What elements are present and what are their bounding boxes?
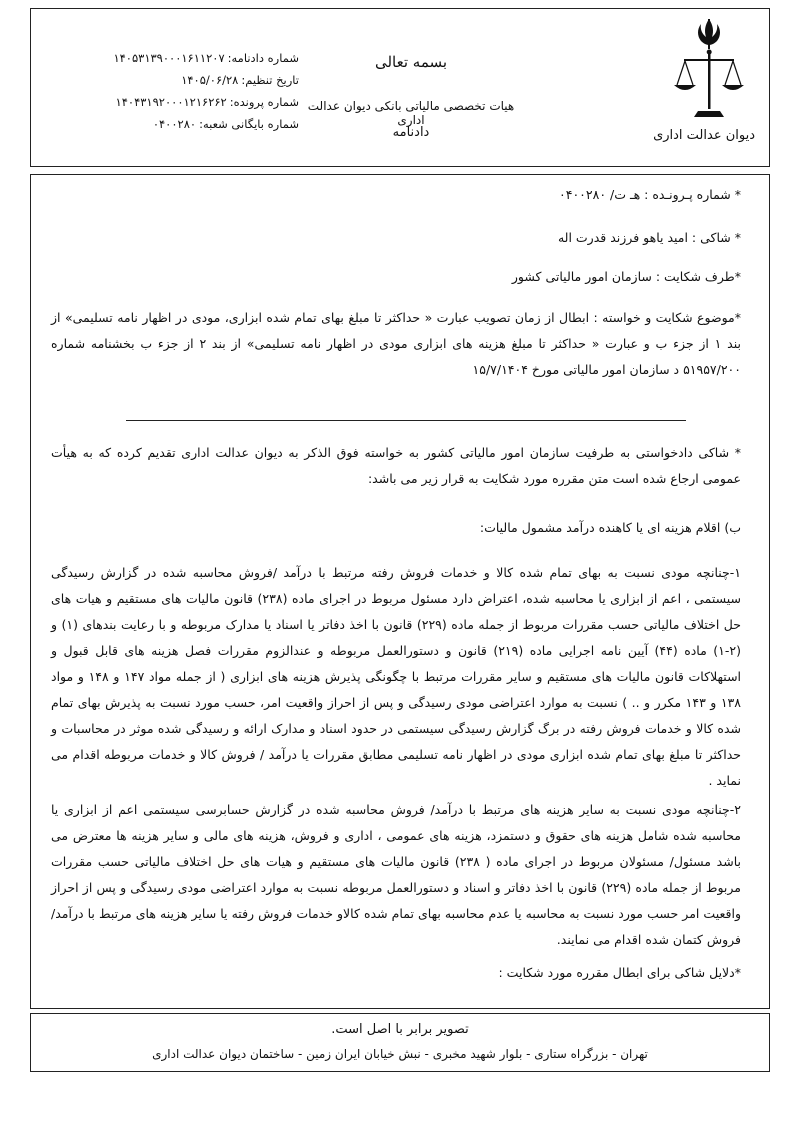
meta-value: ۱۴۰۴۳۱۹۲۰۰۰۱۲۱۶۲۶۲ <box>115 95 227 109</box>
document-metadata <box>51 47 299 135</box>
clause-1: ۱-چنانچه مودی نسبت به بهای تمام شده کالا و خدمات فروش رفته مرتبط با درآمد /فروش محاسبه شده در گزارش رسیدگی سیستمی ، اعم از ابزاری یا محاسبه شده، اعتراض دارد مسئول مربوط در اجرای ماده (۲۳۸) قانون مالیات های مستقیم و هیات های حل اختلاف مالیاتی حسب مقررات مربوط از جمله ماده (۲۲۹) قانون با اخذ دفاتر یا اسناد یا مدارک مربوطه و با رعایت بندهای (۱) و (۲-۱) ماده (۴۴) آیین نامه اجرایی ماده (۲۱۹) قانون و دستورالعمل مربوطه و عندالزوم مقررات فصل هزینه های قابل قبول و استهلاکات قانون مالیات های مستقیم و سایر مقررات مرتبط با چگونگی پذیرش هزینه های ابزاری ( از جمله مواد ۱۴۷ و ۱۴۸ و مواد ۱۳۸ و ۱۴۳ مکرر و .. ) نسبت به موارد اعتراضی مودی رسیدگی و پس از احراز واقعیت امر، حسب مورد نسبت به پذیرش بهای تمام شده کالا و خدمات فروش رفته در برگ گزارش رسیدگی سیستمی در حدود اسناد و مدارک ارائه و رسیدگی شده موثر در محاسبات و حداکثر تا مبلغ بهای تمام شده ابزاری مودی در اظهار نامه تسلیمی مطابق مقررات یا درآمد / فروش کالا و خدمات مربوطه اقدام می نماید . <box>51 565 742 788</box>
complaint-subject: *موضوع شکایت و خواسته : ابطال از زمان تصویب عبارت « حداکثر تا مبلغ بهای تمام شده ابزاری، مودی در اظهار نامه تسلیمی» از بند ۱ از جزء ب و عبارت « حداکثر تا مبلغ هزینه های ابزاری مودی در اظهار نامه تسلیمی» از بند ۲ از جزء ب بخشنامه شماره ۵۱۹۵۷/۲۰۰ د سازمان امور مالیاتی مورخ ۱۵/۷/۱۴۰۴ <box>51 310 741 377</box>
archive-number-row <box>51 113 299 135</box>
meta-label: تاریخ تنظیم: <box>241 73 299 87</box>
meta-value: ۰۴۰۰۲۸۰ <box>152 117 197 131</box>
meta-label: شماره بایگانی شعبه: <box>199 117 299 131</box>
defendant: *طرف شکایت : سازمان امور مالیاتی کشور <box>511 269 741 284</box>
basmala: بسمه تعالی <box>374 53 448 71</box>
section-divider <box>126 420 686 421</box>
certified-copy-note: تصویر برابر با اصل است. <box>331 1022 469 1037</box>
document-type: دادنامه <box>392 125 430 140</box>
iran-emblem-scales-icon <box>664 15 754 125</box>
case-number-row <box>51 91 299 113</box>
document-body <box>30 174 770 1009</box>
clause-2: ۲-چنانچه مودی نسبت به سایر هزینه های مرتبط با درآمد/ فروش محاسبه شده در گزارش حسابرسی سیستمی اعم از ابزاری یا محاسبه شده شامل هزینه های حقوق و دستمزد، هزینه های عمومی ، اداری و فروش، هزینه های مالی و سایر هزینه ها معترض می باشد مسئول/ مسئولان مربوط در اجرای ماده ( ۲۳۸) قانون مالیات های مستقیم و هیات های حل اختلاف مالیاتی حسب مقررات مربوط از جمله ماده (۲۲۹) قانون با اخذ دفاتر و اسناد و دستورالعمل مربوطه نسبت به موارد اعتراضی مودی رسیدگی و پس از احراز واقعیت امر حسب مورد نسبت به محاسبه یا عدم محاسبه بهای تمام شده کالاو خدمات فروش رفته یا سایر هزینه های مرتبط با درآمد/ فروش کتمان شده اقدام می نمایند. <box>51 802 741 947</box>
meta-value: ۱۴۰۵۳۱۳۹۰۰۰۱۶۱۱۲۰۷ <box>113 51 225 65</box>
meta-value: ۱۴۰۵/۰۶/۲۸ <box>181 73 239 87</box>
meta-label: شماره پرونده: <box>229 95 299 109</box>
case-number: * شماره پـرونـده : هـ ت/ ۰۴۰۰۲۸۰ <box>559 187 741 202</box>
issue-date-row <box>51 69 299 91</box>
document-header <box>30 8 770 167</box>
section-b-heading: ب) اقلام هزینه ای یا کاهنده درآمد مشمول مالیات: <box>479 520 741 535</box>
verdict-number-row <box>51 47 299 69</box>
plaintiff-reasons-heading: *دلایل شاکی برای ابطال مقرره مورد شکایت : <box>498 965 741 980</box>
court-name: دیوان عدالت اداری <box>653 128 755 143</box>
court-address: تهران - بزرگراه ستاری - بلوار شهید مخبری - نبش خیابان ایران زمین - ساختمان دیوان عدالت اداری <box>152 1047 648 1061</box>
board-name: هیات تخصصی مالیاتی بانکی دیوان عدالت اداری <box>307 99 515 127</box>
document-footer <box>30 1013 770 1072</box>
plaintiff: * شاکی : امید یاهو فرزند قدرت اله <box>557 230 741 245</box>
meta-label: شماره دادنامه: <box>227 51 299 65</box>
intro-paragraph: * شاکی دادخواستی به طرفیت سازمان امور مالیاتی کشور به خواسته فوق الذکر به دیوان عدالت اداری تقدیم کرده که به هیأت عمومی ارجاع شده است متن مقرره مورد شکایت به قرار زیر می باشد: <box>51 445 741 486</box>
